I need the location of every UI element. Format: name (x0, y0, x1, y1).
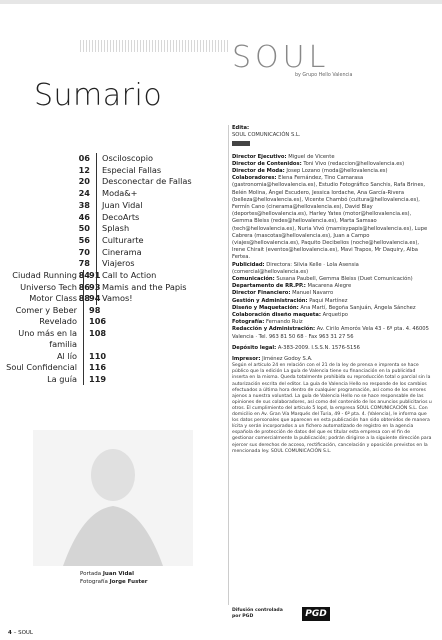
toc-item-label: Splash (102, 223, 130, 234)
page-number: 4 – SOUL (8, 630, 33, 636)
masthead-line-label: Colaboradores: (232, 175, 277, 182)
toc-item-label: Uno más en la familia (0, 328, 84, 351)
masthead-line-text: Susana Paubell, Gemma Bleiss (Duet Comunicación) (276, 276, 413, 283)
toc-item (60, 176, 210, 188)
logo-tagline: by Grupo Hello Valencia (295, 73, 353, 78)
toc-item (60, 223, 210, 235)
masthead-line-text: Josep Lozano (moda@hellovalencia.es) (286, 168, 388, 175)
edita-label: Edita: (232, 125, 250, 131)
toc-item-label: Cinerama (102, 246, 142, 257)
toc-item (0, 328, 110, 351)
masthead-line-label: Director de Moda: (232, 168, 285, 175)
toc-item (0, 374, 110, 386)
toc-item (0, 362, 110, 374)
toc-item-number: 50 (60, 223, 97, 235)
toc-item-label: Osciloscopio (102, 153, 154, 163)
masthead-line (232, 262, 432, 276)
masthead-line (232, 276, 432, 283)
masthead-line-text: Ana Martí, Begoña Sanjuán, Ángela Sánchez (300, 304, 416, 311)
page-title: Sumario (34, 78, 163, 113)
toc-item-label: Vamos! (102, 293, 133, 304)
toc-item-label: Comer y Beber (0, 305, 84, 317)
page-section: SOUL (18, 630, 33, 636)
masthead-line-text: Arquetipo (322, 312, 348, 319)
cover-image (33, 430, 193, 566)
masthead-line-label: Director Ejecutivo: (232, 153, 287, 160)
toc-item (0, 293, 110, 305)
toc-item-number: 98 (89, 304, 101, 315)
toc-item-label: Juan Vidal (102, 199, 143, 210)
logo-wordmark: SOUL (232, 40, 330, 75)
toc-item-number: 86 (60, 282, 97, 294)
toc-item (0, 316, 110, 328)
masthead-line-label: Publicidad: (232, 261, 265, 268)
masthead (232, 125, 432, 455)
pgd-logo: PGD (302, 607, 330, 621)
toc-item-number: 84 (60, 270, 97, 282)
masthead-line-text: Toni Vivo (redaccion@hellovalencia.es) (303, 160, 405, 167)
toc-item (60, 212, 210, 224)
edita-value: SOUL COMUNICACIÓN S.L. (232, 132, 301, 139)
masthead-line-text: Fernando Ruiz (265, 319, 303, 326)
toc-item-number: 56 (60, 235, 97, 247)
masthead-line-text: Manuel Navarro (292, 290, 334, 297)
cover-credits (80, 570, 147, 586)
masthead-line (232, 305, 432, 312)
impresor-value: Jiménez Godoy S.A. (262, 356, 313, 363)
toc-item-number: 06 (60, 153, 97, 165)
toc-item-number: 93 (89, 281, 101, 292)
toc-item-label: Especial Fallas (102, 164, 162, 175)
masthead-line-label: Comunicación: (232, 276, 275, 283)
portada-name: Juan Vidal (102, 571, 134, 577)
difusion-text: Difusión controlada por PGD (232, 608, 283, 619)
toc-item (60, 235, 210, 247)
toc-item-label: Mamis and the Papis (102, 281, 187, 292)
masthead-lines (232, 154, 432, 341)
toc-item (0, 351, 110, 363)
decorative-stripe (80, 40, 230, 52)
deposito-value: A-383-2009. I.S.S.N. 1576-5156 (277, 344, 360, 351)
toc-item (60, 165, 210, 177)
toc-item (60, 200, 210, 212)
toc-item-label: DecoArts (102, 211, 140, 222)
toc-item-label: Al lío (0, 351, 84, 363)
toc-item (60, 258, 210, 270)
toc-item-number: 12 (60, 165, 97, 177)
toc-item-label: Culturarte (102, 234, 144, 245)
masthead-line (232, 326, 432, 340)
masthead-line-text: Elena Fernández, Tino Camarasa (gastronomia@hellovalencia.es), Estudio Fotográfico Sanchis, Rafa Brines, Belén Molina, Ángel Escudero, Jessica Iordache, Ana García-Rivera (belleza@hellovalencia.es), Vicente Chambó (cultura@hellovalencia.es), Fermín Cano (cinerama@hellovalencia.es), David Blay (deportes@hellovalencia.es), Harley Yates (motor@hellovalencia.es), Gemma Bleiss (redes@hellovalencia.es), Marta Samsao (tech@hellovalencia.es), Nuria Vivó (mamisypapis@hellovalencia.es), Lupe Cabrera (mascotas@hellovalencia.es), Juan a Campo (viajes@hellovalencia.es), Paquito Decibelios (noche@hellovalencia.es), Irene Chirait (eventos@hellovalencia.es), Mavi Trapos, Mr Daquiry, Alba Fertea. (232, 175, 428, 261)
masthead-line-label: Departamento de RR.PP.: (232, 283, 306, 290)
toc-item-number: 91 (89, 270, 101, 280)
toc-secondary-list (0, 270, 110, 385)
masthead-line-text: Macarena Alegre (307, 283, 352, 290)
impresor-label: Impresor: (232, 356, 261, 363)
toc-item (60, 188, 210, 200)
toc-item-label: Moda&+ (102, 188, 138, 199)
column-divider (228, 125, 229, 605)
masthead-line-text: Av. Cirilo Amorós Vela 43 - 6º pta. 4. 46005 Valencia · Tel. 963 81 50 68 · Fax 963 31 27 56 (232, 326, 429, 340)
toc-item-number: 94 (89, 293, 101, 303)
masthead-line-text: Directora: Silvia Kelle · Lola Asensia (comercial@hellovalencia.es) (232, 261, 359, 275)
toc-item-number: 110 (89, 350, 107, 361)
deposito-label: Depósito legal: (232, 344, 277, 351)
masthead-line-label: Diseño y Maquetación: (232, 304, 299, 311)
toc-item-number: 108 (89, 327, 107, 338)
masthead-line-label: Fotografía: (232, 319, 265, 326)
foto-name: Jorge Fuster (109, 579, 148, 585)
toc-item-label: La guía (0, 374, 84, 386)
top-bar (0, 0, 442, 4)
toc-item-label: Call to Action (102, 270, 157, 281)
masthead-line (232, 161, 432, 168)
toc-item-label: Universo Tech (0, 282, 84, 294)
toc-item-label: Desconectar de Fallas (102, 176, 192, 187)
toc-item-label: Ciudad Running (0, 270, 84, 282)
toc-item (0, 305, 110, 317)
toc-item-number: 106 (89, 316, 107, 326)
toc-item-number: 38 (60, 200, 97, 212)
soul-mini-logo (232, 141, 250, 146)
masthead-line (232, 154, 432, 161)
masthead-line-label: Redacción y Administración: (232, 326, 316, 333)
masthead-line-text: Miguel de Vicente (288, 153, 335, 160)
toc-item-number: 119 (89, 373, 107, 384)
toc-item-number: 24 (60, 188, 97, 200)
toc-item-number: 46 (60, 212, 97, 224)
toc-item-number: 20 (60, 176, 97, 188)
difusion-block (232, 608, 352, 620)
foto-label: Fotografía (80, 579, 108, 585)
legal-text: Según el artículo 24 en relación con el 21 de la ley de prensa e imprenta se hace público que la edición La guía de Valencia tiene su financiación en la publicidad inserta en la misma. Queda totalmente prohibida su reproducción total o parcial sin la autorización escrita del editor. La guía de Valencia Hello no responde de los cambios efectuados a última hora dentro de cualquier programación, así como de los errores ajenos a nuestra voluntad. La guía de Valencia Hello no se hace responsable de las opiniones de sus colaboradores, así como del contenido de los anuncios publicitarios u otros. El cumplimiento del artículo 5 lopd, la empresa SOUL COMUNICACIÓN S.L. Con domicilio en Av. Gran Vía Marqués del Turia, 49 - 6º pta. 4. (Valencia), le informa que los datos personales que aparecen en esta publicación han sido obtenidos de manera lícita y serán incorporados a un fichero automatizado de registro en la agencia española de protección de datos del que es titular esta empresa con el fin de gestionar comercialmente la publicación; podrán dirigirse a la siguiente dirección para ejercer sus derechos de acceso, rectificación, cancelación y oposición previstos en la mencionada ley. SOUL COMUNICACIÓN S.L. (232, 363, 432, 454)
masthead-line (232, 290, 432, 297)
masthead-line-label: Gestión y Administración: (232, 297, 308, 304)
masthead-line-text: Paqui Martínez (309, 297, 348, 304)
toc-item-number: 70 (60, 247, 97, 259)
toc-item-number: 78 (60, 258, 97, 270)
page-number-value: 4 (8, 630, 12, 636)
toc-item (60, 153, 210, 165)
masthead-line (232, 175, 432, 261)
masthead-line (232, 298, 432, 305)
toc-item-label: Viajeros (102, 258, 135, 269)
toc-item-label: Revelado (0, 316, 84, 328)
toc-item (0, 282, 110, 294)
toc-item (0, 270, 110, 282)
masthead-line-label: Director Financiero: (232, 290, 291, 297)
toc-item-number: 88 (60, 293, 97, 305)
toc-item-label: Soul Confidencial (0, 362, 84, 374)
masthead-line-label: Colaboración diseño maqueta: (232, 312, 321, 319)
toc-item-label: Motor Class (0, 293, 84, 305)
portada-label: Portada (80, 571, 102, 577)
soul-logo (232, 40, 352, 78)
masthead-line-label: Director de Contenidos: (232, 160, 302, 167)
toc-item-number: 116 (89, 362, 107, 372)
toc-item (60, 247, 210, 259)
masthead-line (232, 283, 432, 290)
